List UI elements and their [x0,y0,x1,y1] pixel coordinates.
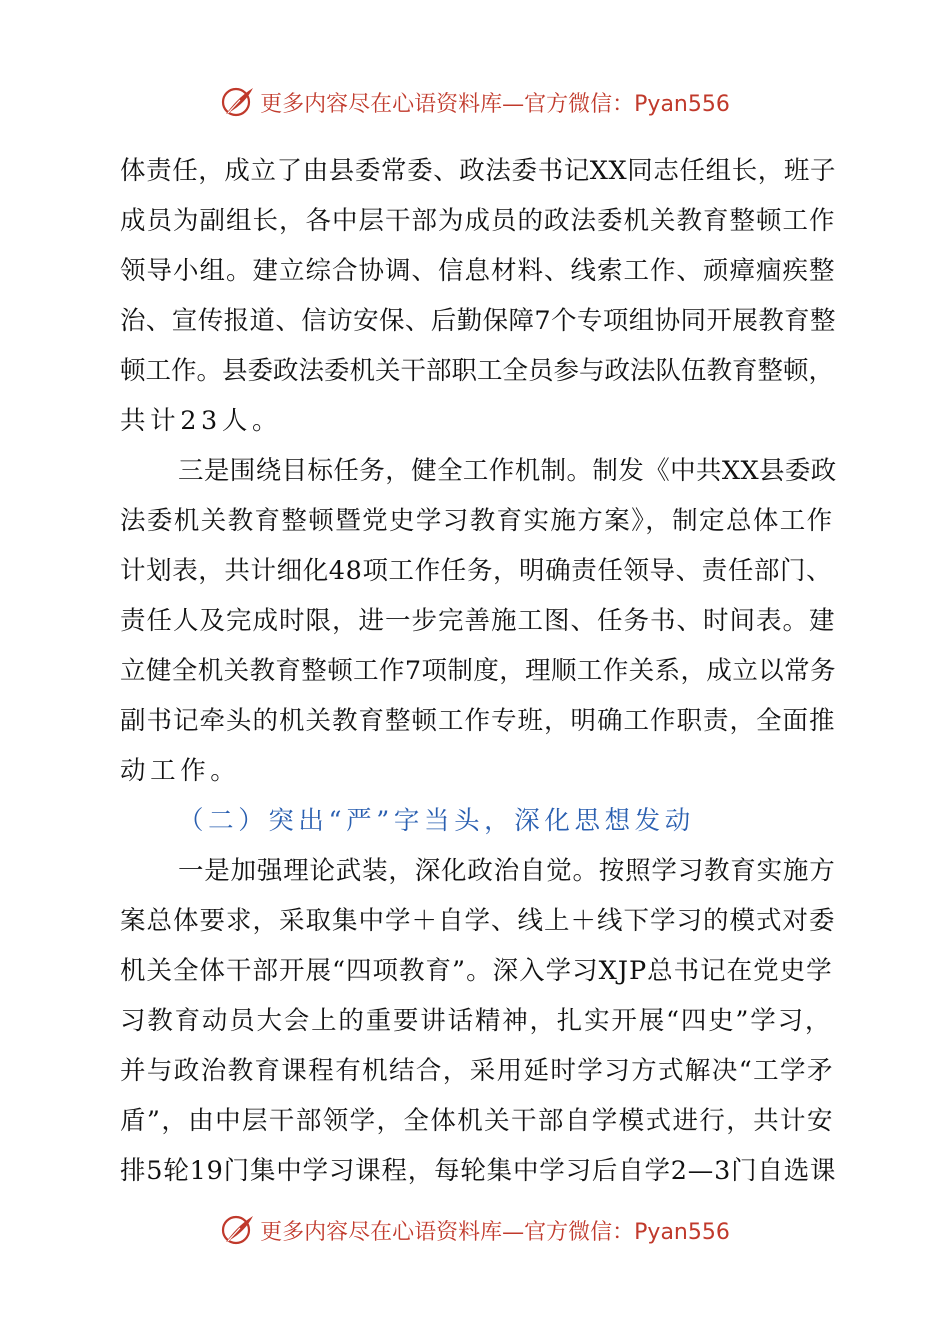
text-line: 顿工作。县委政法委机关干部职工全员参与政法队伍教育整顿， [120,356,835,386]
text-line: 共计23人。 [120,406,283,436]
watermark-wechat-id: Pyan556 [634,91,730,117]
watermark-text [260,87,730,118]
text-line: 计划表，共计细化48项工作任务，明确责任领导、责任部门、 [120,556,833,586]
text-line: 并与政治教育课程有机结合，采用延时学习方式解决“工学矛 [120,1056,834,1086]
bottom-watermark [0,1210,950,1250]
text-line: 案总体要求，采取集中学＋自学、线上＋线下学习的模式对委 [120,906,836,936]
paragraph-start-line: 三是围绕目标任务，健全工作机制。制发《中共XX县委政 [178,456,837,486]
text-line: 动工作。 [120,756,241,786]
quill-pen-icon [220,1212,256,1248]
watermark-main: 更多内容尽在心语资料库—官方微信： [260,1219,635,1245]
quill-pen-icon [220,84,256,120]
text-line: 体责任，成立了由县委常委、政法委书记XX同志任组长，班子 [120,156,837,186]
text-line: 盾”，由中层干部领学，全体机关干部自学模式进行，共计安 [120,1106,834,1136]
text-line: 副书记牵头的机关教育整顿工作专班，明确工作职责，全面推 [120,706,836,736]
document-body [120,146,836,1196]
text-line: 机关全体干部开展“四项教育”。深入学习XJP总书记在党史学 [120,956,833,986]
section-heading: （二）突出“严”字当头，深化思想发动 [178,806,695,836]
text-line: 领导小组。建立综合协调、信息材料、线索工作、顽瘴痼疾整 [120,256,836,286]
text-line: 习教育动员大会上的重要讲话精神，扎实开展“四史”学习， [120,1006,833,1036]
top-watermark [0,82,950,122]
text-line: 成员为副组长，各中层干部为成员的政法委机关教育整顿工作 [120,206,836,236]
text-line: 责任人及完成时限，进一步完善施工图、任务书、时间表。建 [120,606,836,636]
watermark-main: 更多内容尽在心语资料库—官方微信： [260,91,635,117]
watermark-wechat-id: Pyan556 [634,1219,730,1245]
paragraph-start-line: 一是加强理论武装，深化政治自觉。按照学习教育实施方 [178,856,836,886]
text-line: 立健全机关教育整顿工作7项制度，理顺工作关系，成立以常务 [120,656,836,686]
text-line: 法委机关教育整顿暨党史学习教育实施方案》，制定总体工作 [120,506,834,536]
text-line: 排5轮19门集中学习课程，每轮集中学习后自学2—3门自选课 [120,1156,837,1186]
text-line: 治、宣传报道、信访安保、后勤保障7个专项组协同开展教育整 [120,306,836,336]
watermark-text [260,1215,730,1246]
